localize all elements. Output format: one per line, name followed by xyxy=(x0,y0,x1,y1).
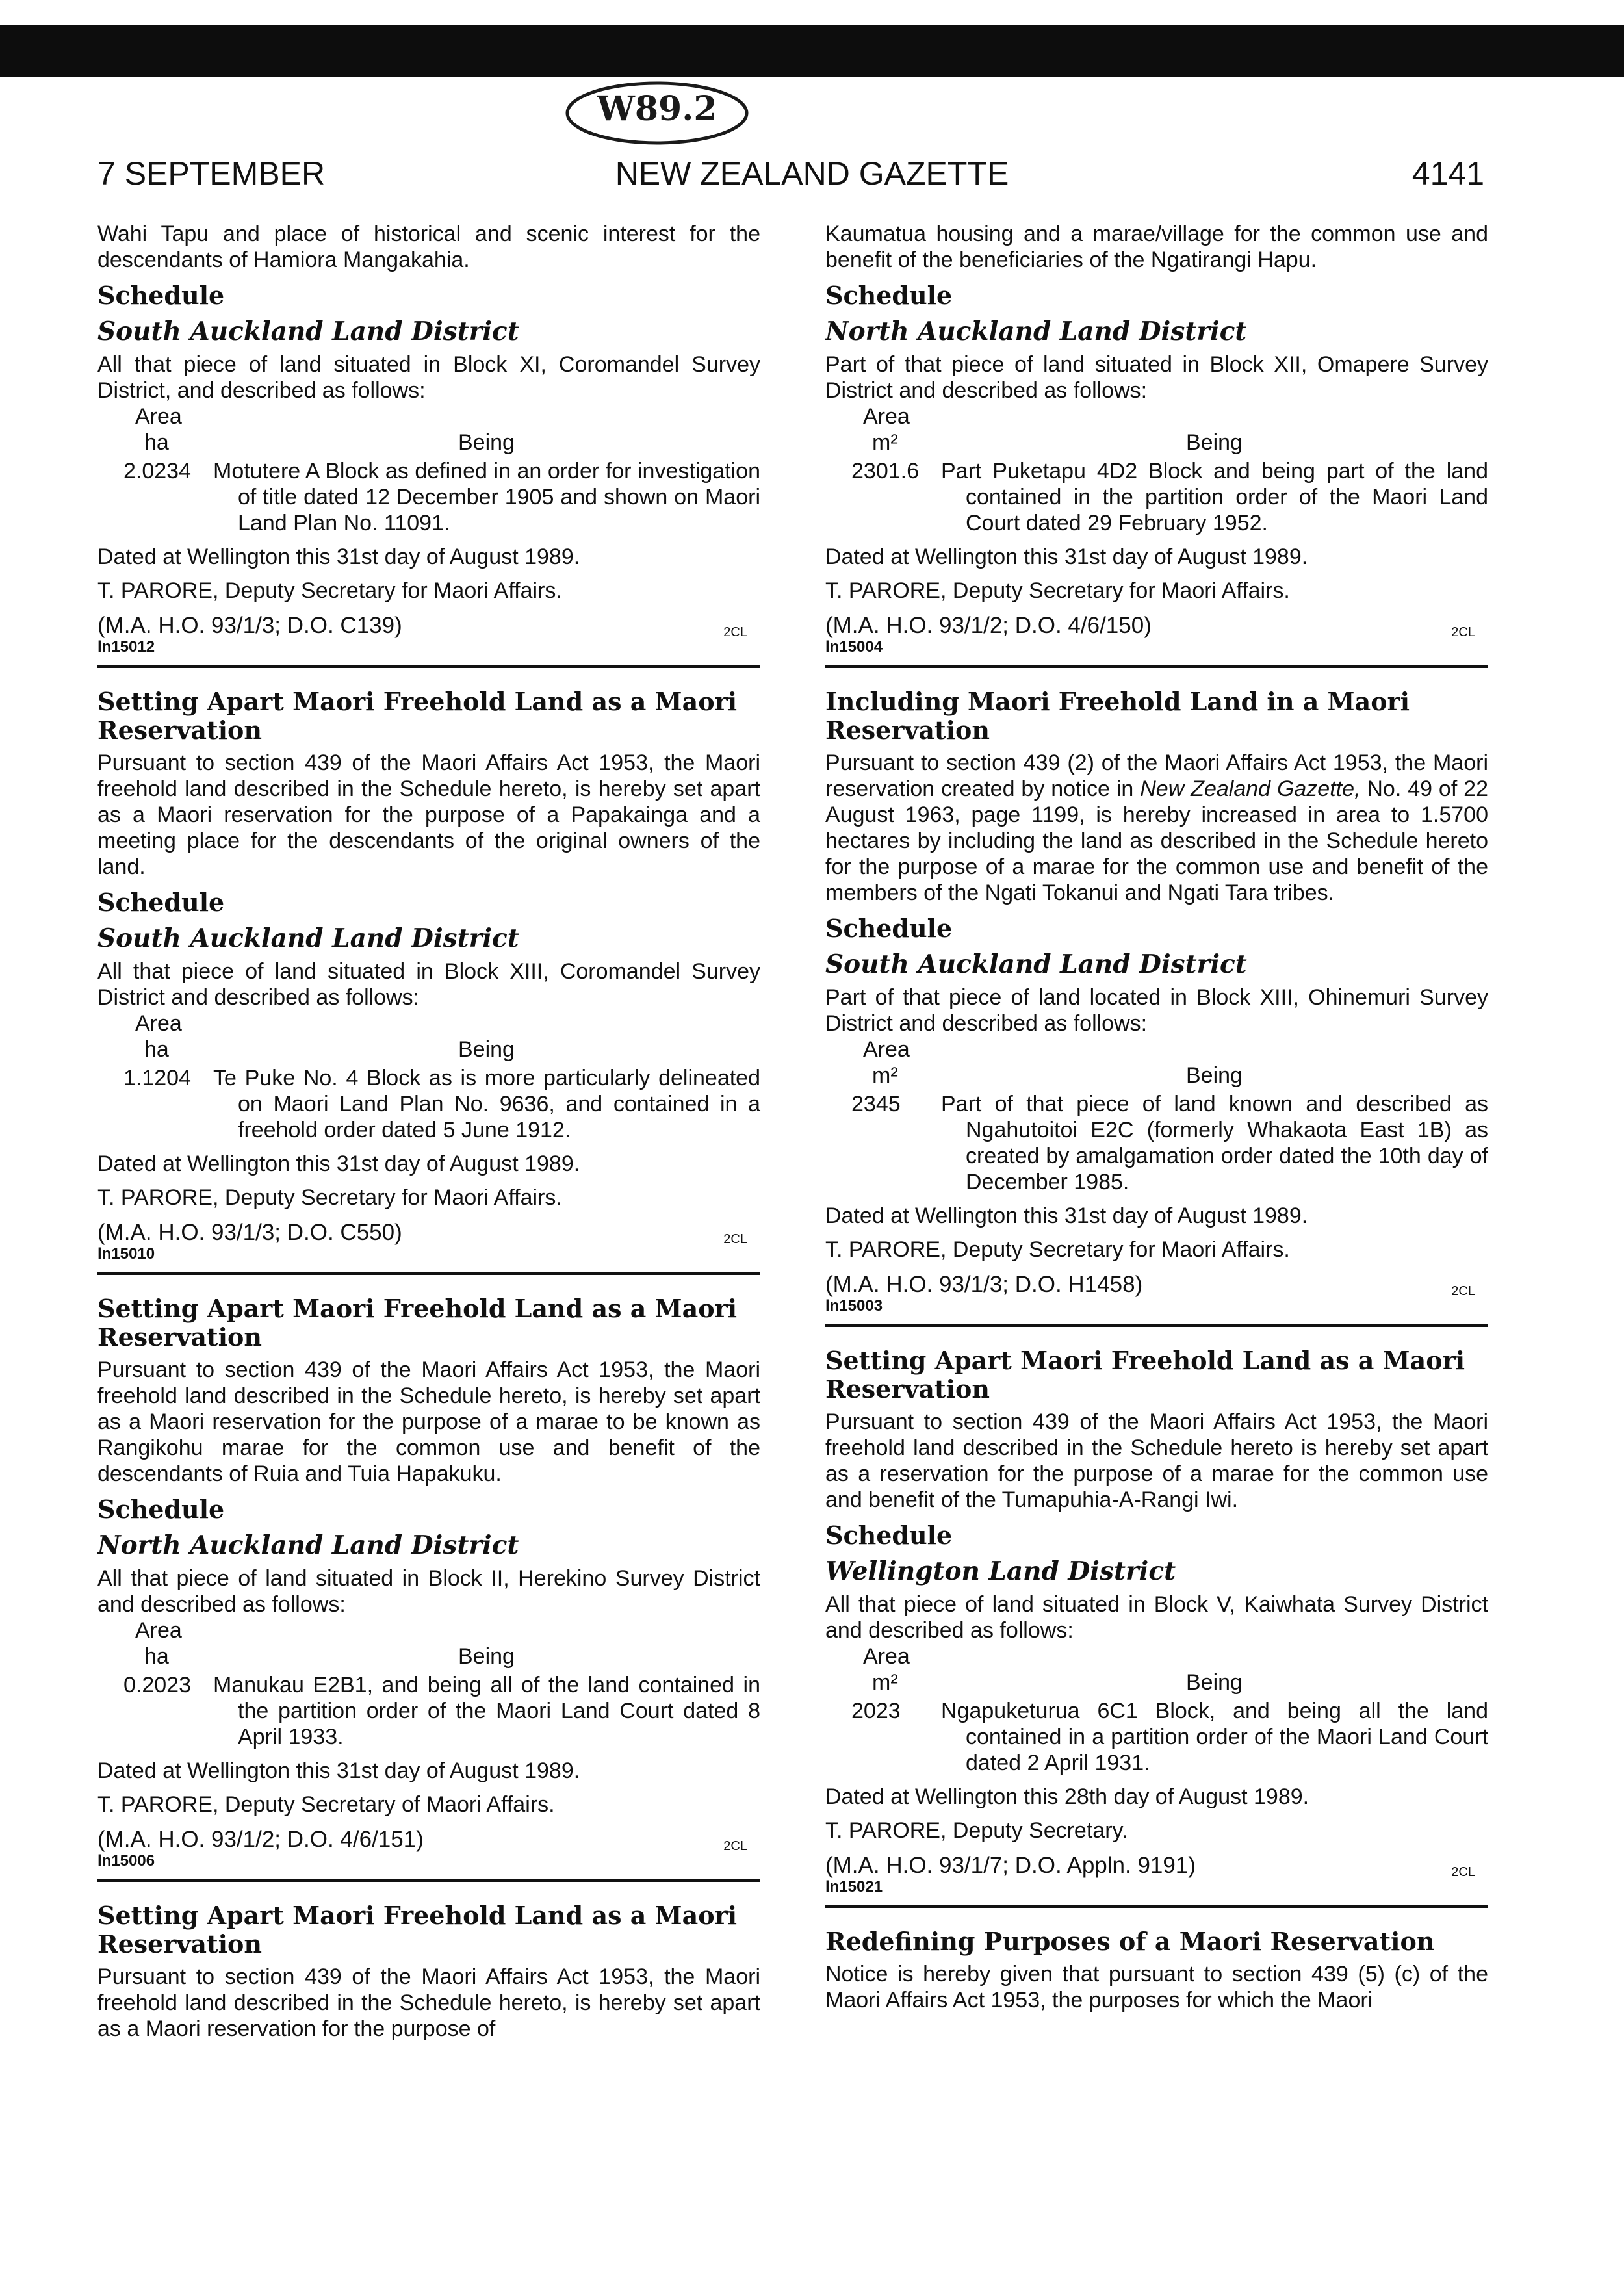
divider xyxy=(97,1272,760,1275)
notice-number: ln15021 xyxy=(825,1878,883,1896)
schedule-heading: Schedule xyxy=(825,1521,953,1550)
reference-text: (M.A. H.O. 93/1/7; D.O. Appln. 9191) xyxy=(825,1853,1196,1878)
divider xyxy=(825,665,1488,668)
reference-text: (M.A. H.O. 93/1/2; D.O. 4/6/151) xyxy=(97,1827,424,1852)
dated-line: Dated at Wellington this 31st day of August 1989. xyxy=(97,1151,580,1176)
reference-text: (M.A. H.O. 93/1/3; D.O. H1458) xyxy=(825,1272,1143,1297)
top-black-bar xyxy=(0,25,1624,77)
schedule-heading: Schedule xyxy=(97,281,225,310)
area-value: 2301.6 xyxy=(851,459,919,483)
property-row xyxy=(97,458,760,536)
being-description: Ngapuketurua 6C1 Block, and being all the land contained in a partition order of the Maori Land Court dated 2 April 1931. xyxy=(941,1699,1488,1775)
notice-body-text: Pursuant to section 439 (2) of the Maori Affairs Act 1953, the Maori reservation created by notice in xyxy=(825,751,1488,801)
area-label: Area xyxy=(135,1618,182,1643)
reference-code: 2CL xyxy=(723,1839,747,1853)
reference-code: 2CL xyxy=(723,1232,747,1246)
being-label: Being xyxy=(458,1644,515,1669)
notice-body xyxy=(825,750,1488,906)
dated-line: Dated at Wellington this 31st day of August 1989. xyxy=(825,545,1308,569)
land-district: North Auckland Land District xyxy=(97,1530,519,1560)
signature: T. PARORE, Deputy Secretary for Maori Affairs. xyxy=(825,1237,1290,1262)
dated-line: Dated at Wellington this 31st day of August 1989. xyxy=(97,1758,580,1783)
header-date: 7 SEPTEMBER xyxy=(97,155,326,192)
area-value: 2.0234 xyxy=(123,459,191,483)
notice-number: ln15012 xyxy=(97,638,155,656)
divider xyxy=(97,665,760,668)
intro-text: Kaumatua housing and a marae/village for the common use and benefit of the beneficiaries of the Ngatirangi Hapu. xyxy=(825,222,1488,272)
area-unit: m² xyxy=(872,1063,898,1088)
notice-body: Pursuant to section 439 of the Maori Affairs Act 1953, the Maori freehold land described in the Schedule hereto is hereby set apart as a reservation for the purpose of a marae for the common use and benefit of the Tumapuhia-A-Rangi Iwi. xyxy=(825,1409,1488,1512)
reference xyxy=(825,1853,1488,1879)
divider xyxy=(825,1905,1488,1908)
signature: T. PARORE, Deputy Secretary of Maori Affairs. xyxy=(97,1792,555,1817)
area-header xyxy=(825,1643,1488,1695)
reference-text: (M.A. H.O. 93/1/3; D.O. C550) xyxy=(97,1220,402,1245)
notice-number: ln15006 xyxy=(97,1852,155,1870)
reference xyxy=(97,613,760,639)
notice-number: ln15010 xyxy=(97,1245,155,1263)
area-value: 2023 xyxy=(851,1699,901,1723)
area-label: Area xyxy=(135,1011,182,1036)
notice-heading: Setting Apart Maori Freehold Land as a Maori Reservation xyxy=(97,1901,738,1959)
signature: T. PARORE, Deputy Secretary for Maori Affairs. xyxy=(97,1185,562,1210)
area-label: Area xyxy=(863,1037,910,1062)
schedule-heading: Schedule xyxy=(825,914,953,943)
handwritten-stamp xyxy=(563,77,751,147)
notice xyxy=(97,688,760,1275)
signature: T. PARORE, Deputy Secretary for Maori Affairs. xyxy=(97,578,562,603)
reference xyxy=(825,613,1488,639)
notice-heading: Setting Apart Maori Freehold Land as a Maori Reservation xyxy=(97,687,738,745)
notice-heading: Setting Apart Maori Freehold Land as a Maori Reservation xyxy=(825,1346,1465,1404)
divider xyxy=(825,1324,1488,1327)
notice xyxy=(97,281,760,668)
property-row xyxy=(825,1091,1488,1195)
signature: T. PARORE, Deputy Secretary. xyxy=(825,1818,1128,1843)
area-value: 0.2023 xyxy=(123,1673,191,1697)
land-description: Part of that piece of land situated in Block XII, Omapere Survey District and described as follows: xyxy=(825,352,1488,403)
area-header xyxy=(825,1036,1488,1088)
reference-code: 2CL xyxy=(1451,1284,1475,1298)
notice-body-text-cont: No. 49 of 22 August 1963, page 1199, is hereby increased in area to 1.5700 hectares by including the land as described in the Schedule hereto for the purpose of a marae for the common use and benefit of the members of the Ngati Tokanui and Ngati Tara tribes. xyxy=(825,777,1489,905)
right-column xyxy=(825,221,1488,2013)
notice-body: Pursuant to section 439 of the Maori Affairs Act 1953, the Maori freehold land described in the Schedule hereto, is hereby set apart as a Maori reservation for the purpose of xyxy=(97,1964,760,2041)
area-unit: ha xyxy=(144,430,169,455)
notice-heading: Setting Apart Maori Freehold Land as a Maori Reservation xyxy=(97,1294,738,1352)
area-unit: ha xyxy=(144,1644,169,1669)
reference xyxy=(97,1220,760,1246)
land-district: South Auckland Land District xyxy=(97,923,519,953)
land-description: All that piece of land situated in Block XIII, Coromandel Survey District and described as follows: xyxy=(97,959,760,1010)
area-header xyxy=(97,1010,760,1062)
being-label: Being xyxy=(1186,1670,1243,1695)
schedule-heading: Schedule xyxy=(825,281,953,310)
land-district: South Auckland Land District xyxy=(825,949,1247,979)
area-unit: m² xyxy=(872,1670,898,1695)
property-row xyxy=(825,458,1488,536)
reference-text: (M.A. H.O. 93/1/2; D.O. 4/6/150) xyxy=(825,613,1152,638)
land-district: South Auckland Land District xyxy=(97,316,519,346)
land-description: All that piece of land situated in Block V, Kaiwhata Survey District and described as follows: xyxy=(825,1592,1488,1643)
being-description: Manukau E2B1, and being all of the land contained in the partition order of the Maori Land Court dated 8 April 1933. xyxy=(213,1673,760,1749)
notice xyxy=(97,1901,760,2042)
schedule-heading: Schedule xyxy=(97,1495,225,1524)
notice xyxy=(97,1294,760,1882)
reference-code: 2CL xyxy=(1451,1865,1475,1879)
notice xyxy=(825,281,1488,668)
reference xyxy=(97,1827,760,1853)
area-label: Area xyxy=(863,1644,910,1669)
notice xyxy=(825,688,1488,1327)
reference-text: (M.A. H.O. 93/1/3; D.O. C139) xyxy=(97,613,402,638)
gazette-title: New Zealand Gazette, xyxy=(1140,777,1361,801)
notice xyxy=(825,1927,1488,2013)
being-label: Being xyxy=(1186,1063,1243,1088)
reference xyxy=(825,1272,1488,1298)
area-value: 1.1204 xyxy=(123,1066,191,1090)
notice-number: ln15003 xyxy=(825,1297,883,1315)
left-column xyxy=(97,221,760,2042)
area-unit: m² xyxy=(872,430,898,455)
reference-code: 2CL xyxy=(1451,625,1475,639)
area-header xyxy=(97,404,760,456)
area-header xyxy=(97,1617,760,1669)
schedule-heading: Schedule xyxy=(97,888,225,917)
being-description: Te Puke No. 4 Block as is more particularly delineated on Maori Land Plan No. 9636, and contained in a freehold order dated 5 June 1912. xyxy=(213,1066,760,1142)
reference-code: 2CL xyxy=(723,625,747,639)
area-unit: ha xyxy=(144,1037,169,1062)
being-description: Part Puketapu 4D2 Block and being part of the land contained in the partition order of the Maori Land Court dated 29 February 1952. xyxy=(941,459,1488,535)
land-description: Part of that piece of land located in Block XIII, Ohinemuri Survey District and described as follows: xyxy=(825,985,1488,1036)
header-page-number: 4141 xyxy=(1411,155,1484,192)
stamp-text: W89.2 xyxy=(597,89,717,129)
area-header xyxy=(825,404,1488,456)
notice-number: ln15004 xyxy=(825,638,883,656)
area-label: Area xyxy=(863,404,910,429)
property-row xyxy=(97,1065,760,1143)
land-description: All that piece of land situated in Block XI, Coromandel Survey District, and described as follows: xyxy=(97,352,760,403)
intro-text: Wahi Tapu and place of historical and scenic interest for the descendants of Hamiora Mangakahia. xyxy=(97,222,760,272)
dated-line: Dated at Wellington this 31st day of August 1989. xyxy=(825,1203,1308,1228)
being-label: Being xyxy=(458,430,515,455)
notice-heading: Including Maori Freehold Land in a Maori Reservation xyxy=(825,687,1410,745)
area-value: 2345 xyxy=(851,1092,901,1116)
property-row xyxy=(97,1672,760,1750)
divider xyxy=(97,1879,760,1882)
header-title: NEW ZEALAND GAZETTE xyxy=(615,155,1009,192)
being-label: Being xyxy=(1186,430,1243,455)
area-label: Area xyxy=(135,404,182,429)
property-row xyxy=(825,1698,1488,1776)
notice-body: Pursuant to section 439 of the Maori Affairs Act 1953, the Maori freehold land described in the Schedule hereto, is hereby set apart as a Maori reservation for the purpose of a Papakainga and a meeting place for the descendants of the original owners of the land. xyxy=(97,751,760,879)
notice xyxy=(825,1346,1488,1908)
land-description: All that piece of land situated in Block II, Herekino Survey District and described as follows: xyxy=(97,1566,760,1617)
dated-line: Dated at Wellington this 28th day of August 1989. xyxy=(825,1784,1309,1809)
signature: T. PARORE, Deputy Secretary for Maori Affairs. xyxy=(825,578,1290,603)
being-description: Motutere A Block as defined in an order for investigation of title dated 12 December 1905 and shown on Maori Land Plan No. 11091. xyxy=(213,459,760,535)
being-description: Part of that piece of land known and described as Ngahutoitoi E2C (formerly Whakaota East 1B) as created by amalgamation order dated the 10th day of December 1985. xyxy=(941,1092,1488,1194)
notice-body: Notice is hereby given that pursuant to section 439 (5) (c) of the Maori Affairs Act 1953, the purposes for which the Maori xyxy=(825,1962,1488,2013)
notice-heading: Redefining Purposes of a Maori Reservation xyxy=(825,1927,1435,1956)
land-district: North Auckland Land District xyxy=(825,316,1247,346)
dated-line: Dated at Wellington this 31st day of August 1989. xyxy=(97,545,580,569)
notice-body: Pursuant to section 439 of the Maori Affairs Act 1953, the Maori freehold land described in the Schedule hereto, is hereby set apart as a Maori reservation for the purpose of a marae to be known as Rangikohu marae for the common use and benefit of the descendants of Ruia and Tuia Hapakuku. xyxy=(97,1357,760,1486)
being-label: Being xyxy=(458,1037,515,1062)
land-district: Wellington Land District xyxy=(825,1556,1176,1586)
